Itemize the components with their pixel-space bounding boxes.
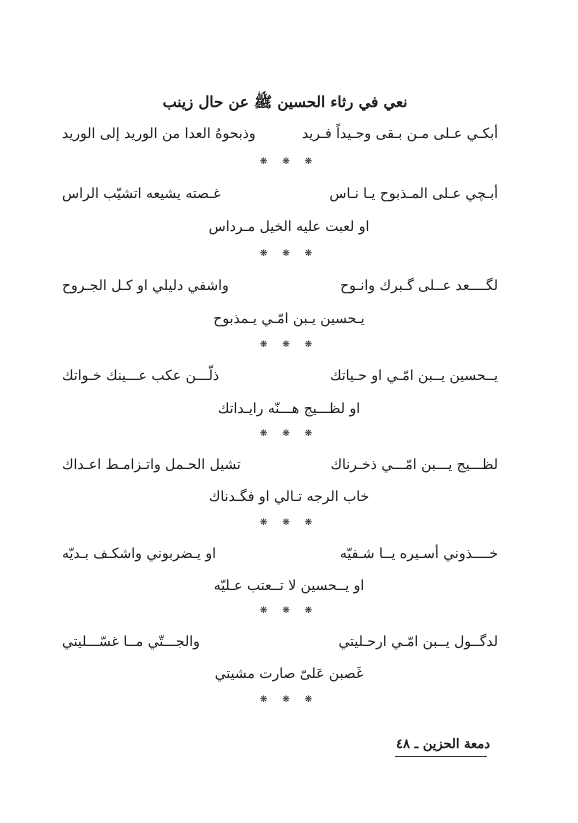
poem-title: نعي في رثاء الحسين ﷺ عن حال زينب	[162, 93, 408, 111]
stanza-separator: ❋ ❋ ❋	[259, 518, 319, 528]
stanza-separator: ❋ ❋ ❋	[259, 429, 319, 439]
verse-left-hemistich: واشفي دليلي او كـل الجـروح	[62, 278, 229, 294]
page-footer: دمعة الحزين ـ ٤٨	[396, 737, 490, 752]
verse-refrain: غَصبن عَلىّ صارت مشيتي	[214, 666, 364, 682]
stanza-separator: ❋ ❋ ❋	[259, 157, 319, 167]
verse-right-hemistich: لظـــيج يـــبن امّـــي ذخـرناك	[330, 457, 498, 473]
verse-right-hemistich: لگــــعد عــلى گـبرك وانـوح	[340, 278, 498, 294]
stanza-separator: ❋ ❋ ❋	[259, 340, 319, 350]
stanza-separator: ❋ ❋ ❋	[259, 695, 319, 705]
verse-left-hemistich: تشيل الحـمل واتـزامـط اعـداك	[62, 457, 241, 473]
verse-right-hemistich: لدگــول يــبن امّـي ارحـليتي	[338, 634, 498, 650]
verse-right-hemistich: خــــذوني أسـيره يــا شـفيّه	[339, 546, 498, 562]
verse-refrain: خاب الرجه تـالي او فگـدناك	[208, 489, 370, 505]
verse-left-hemistich: ذلّـــن عكب عـــينك خـواتك	[62, 368, 220, 384]
verse-right-hemistich: أبكـي عـلى مـن بـقى وحـيداً فـريد	[301, 126, 498, 142]
verse-refrain: يـحسين يـبن امّـي يـمذبوح	[213, 311, 365, 327]
verse-left-hemistich: والجـــتّي مــا غسّـــليتي	[62, 634, 200, 650]
verse-right-hemistich: أبـچي عـلى المـذبوح يـا نـاس	[329, 186, 498, 202]
footer-underline	[395, 756, 487, 757]
verse-left-hemistich: غـصته يشيعه اتشيّب الراس	[62, 186, 221, 202]
verse-refrain: او لعبت عليه الخيل مـرداس	[208, 219, 370, 235]
verse-refrain: او يــحسين لا تــعتب عـليّه	[213, 578, 365, 594]
stanza-separator: ❋ ❋ ❋	[259, 249, 319, 259]
stanza-separator: ❋ ❋ ❋	[259, 606, 319, 616]
verse-refrain: او لظـــيج هـــنّه رايـداتك	[217, 401, 361, 417]
verse-left-hemistich: وذبحوهُ العدا من الوريد إلى الوريد	[62, 126, 256, 142]
verse-left-hemistich: او يـضربوني واشكـف بـديّه	[62, 546, 217, 562]
verse-right-hemistich: يــحسين يــبن امّـي او حـياتك	[329, 368, 498, 384]
